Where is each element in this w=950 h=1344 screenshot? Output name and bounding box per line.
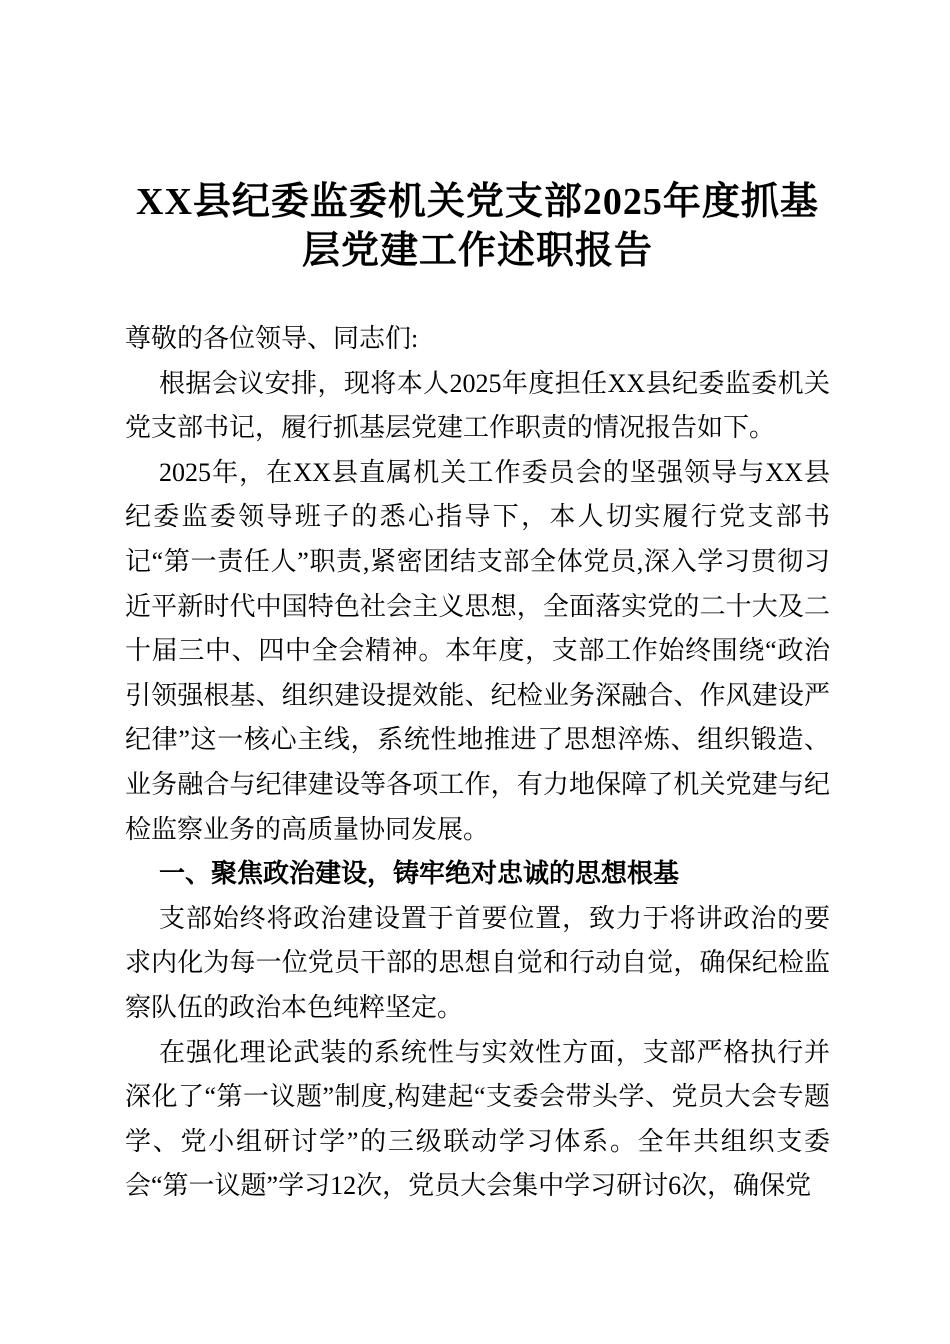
salutation-line: 尊敬的各位领导、同志们: — [125, 324, 419, 353]
paragraph-intro: 根据会议安排，现将本人2025年度担任XX县纪委监委机关党支部书记，履行抓基层党建工作职责的情况报告如下。 — [125, 368, 830, 443]
document-body — [125, 317, 830, 1209]
section-heading-1: 一、聚焦政治建设，铸牢绝对忠诚的思想根基 — [159, 859, 680, 889]
paragraph-theory-study: 在强化理论武装的系统性与实效性方面，支部严格执行并深化了“第一议题”制度,构建起“支委会带头学、党员大会专题学、党小组研讨学”的三级联动学习体系。全年共组织支委会“第一议题”学习12次，党员大会集中学习研讨6次，确保党 — [125, 1037, 830, 1201]
paragraph-overview: 2025年，在XX县直属机关工作委员会的坚强领导与XX县纪委监委领导班子的悉心指导下，本人切实履行党支部书记“第一责任人”职责,紧密团结支部全体党员,深入学习贯彻习近平新时代中国特色社会主义思想，全面落实党的二十大及二十届三中、四中全会精神。本年度，支部工作始终围绕“政治引领强根基、组织建设提效能、纪检业务深融合、作风建设严纪律”这一核心主线，系统性地推进了思想淬炼、组织锻造、业务融合与纪律建设等各项工作，有力地保障了机关党建与纪检监察业务的高质量协同发展。 — [125, 457, 830, 844]
document-title-line-2: 层党建工作述职报告 — [301, 230, 653, 272]
paragraph-political-building: 支部始终将政治建设置于首要位置，致力于将讲政治的要求内化为每一位党员干部的思想自觉和行动自觉，确保纪检监察队伍的政治本色纯粹坚定。 — [125, 903, 830, 1022]
document-title-line-1: XX县纪委监委机关党支部2025年度抓基 — [136, 181, 819, 223]
document-title — [125, 178, 830, 276]
